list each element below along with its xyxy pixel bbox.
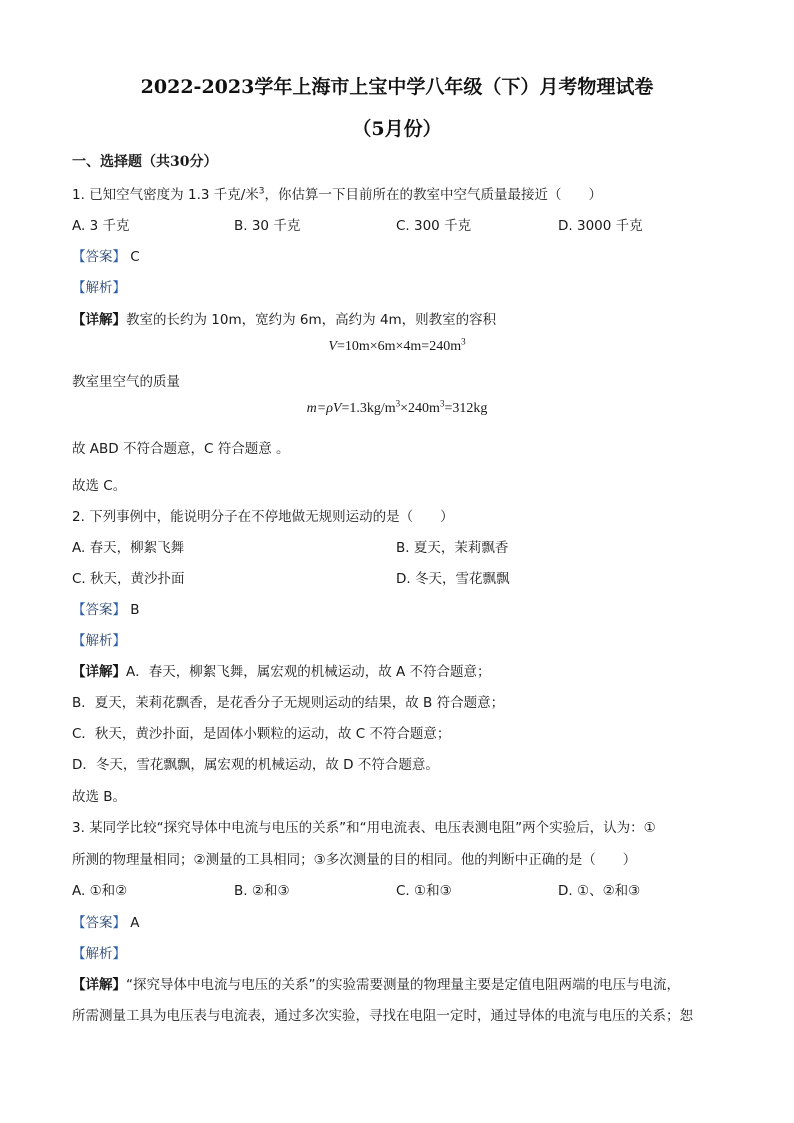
question-number: 1.: [72, 187, 85, 203]
question-3-analysis-label: 【解析】: [72, 946, 126, 962]
question-2-answer: 【答案】 B: [72, 602, 140, 618]
question-2-detail-d: D．冬天，雪花飘飘，属宏观的机械运动，故 D 不符合题意。: [72, 757, 439, 773]
question-1-text: 教室里空气的质量: [72, 374, 180, 390]
question-2-detail-b: B．夏天，茉莉花飘香，是花香分子无规则运动的结果，故 B 符合题意；: [72, 695, 505, 711]
question-1-final: 故选 C。: [72, 478, 127, 494]
detail-label: 【详解】: [72, 312, 126, 328]
question-3-answer: 【答案】 A: [72, 915, 140, 931]
question-3-stem-line2: 所测的物理量相同；②测量的工具相同；③多次测量的目的相同。他的判断中正确的是（ ）: [72, 852, 637, 868]
answer-value: C: [130, 249, 140, 265]
question-1-stem: 1. 已知空气密度为 1.3 千克/米$^3$，你估算一下目前所在的教室中空气质量最接近（ ）: [72, 186, 603, 203]
question-3-option-d: D. ①、②和③: [558, 883, 641, 899]
section-heading: 一、选择题（共30分）: [72, 154, 218, 170]
question-1-answer: [72, 245, 140, 265]
question-1-conclusion: 故 ABD 不符合题意，C 符合题意 。: [72, 441, 290, 457]
question-3-detail-line1: 【详解】“探究导体中电流与电压的关系”的实验需要测量的物理量主要是定值电阻两端的电压与电流，: [72, 977, 680, 993]
question-1-option-c: C. 300 千克: [396, 218, 472, 234]
question-2-option-a: A. 春天，柳絮飞舞: [72, 540, 185, 556]
question-3-option-a: A. ①和②: [72, 883, 128, 899]
question-3-detail-line2: 所需测量工具为电压表与电流表，通过多次实验，寻找在电阻一定时，通过导体的电流与电压的关系；恕: [72, 1008, 693, 1024]
question-1-detail: 【详解】教室的长约为 10m，宽约为 6m，高约为 4m，则教室的容积: [72, 312, 497, 328]
question-1-option-b: B. 30 千克: [234, 218, 301, 234]
question-2-analysis-label: 【解析】: [72, 633, 126, 649]
question-2-option-d: D. 冬天，雪花飘飘: [396, 571, 510, 587]
question-1-option-d: D. 3000 千克: [558, 218, 643, 234]
question-1-analysis-label: 【解析】: [72, 280, 126, 296]
question-2-option-c: C. 秋天，黄沙扑面: [72, 571, 185, 587]
question-3-option-c: C. ①和③: [396, 883, 452, 899]
exam-title: 2022-2023学年上海市上宝中学八年级（下）月考物理试卷: [140, 76, 654, 98]
question-2-stem: 2. 下列事例中，能说明分子在不停地做无规则运动的是（ ）: [72, 509, 454, 525]
mass-formula: $m=\rho V=1.3kg/m^3\times 240m^3=312kg$: [306, 398, 488, 416]
question-2-final: 故选 B。: [72, 789, 127, 805]
question-2-option-b: B. 夏天，茉莉飘香: [396, 540, 509, 556]
answer-label: 【答案】: [72, 249, 126, 265]
question-1-option-a: A. 3 千克: [72, 218, 130, 234]
question-2-detail-a: 【详解】A．春天，柳絮飞舞，属宏观的机械运动，故 A 不符合题意；: [72, 664, 491, 680]
question-2-detail-c: C．秋天，黄沙扑面，是固体小颗粒的运动，故 C 不符合题意；: [72, 726, 451, 742]
question-3-option-b: B. ②和③: [234, 883, 290, 899]
question-3-stem-line1: 3. 某同学比较“探究导体中电流与电压的关系”和“用电流表、电压表测电阻”两个实验后，认为：①: [72, 820, 656, 836]
exam-subtitle: （5月份）: [352, 118, 442, 140]
volume-formula: $V=10m\times 6m\times 4m=240m^3$: [328, 336, 466, 354]
